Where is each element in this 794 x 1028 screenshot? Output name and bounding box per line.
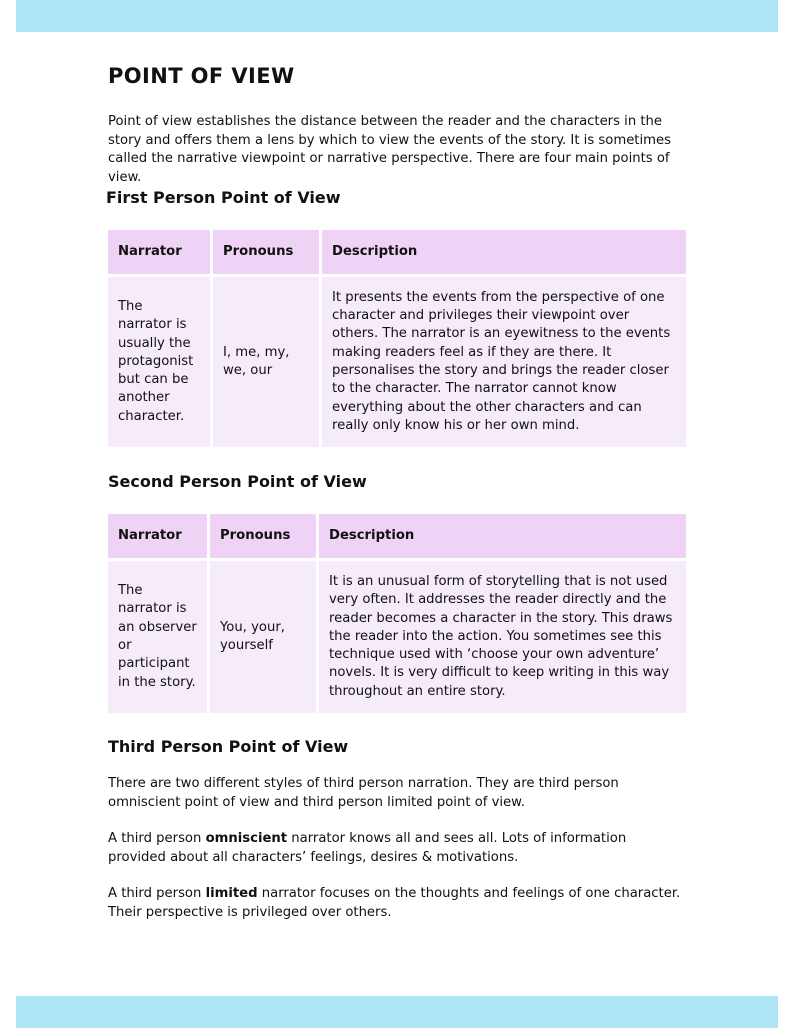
- header-pronouns: Pronouns: [213, 230, 319, 274]
- cell-description: It is an unusual form of storytelling that is not used very often. It addresses the reader directly and the reader becomes a character in the story. This draws the reader into the action. You sometimes see this technique used with ‘choose your own adventure’ novels. It is very difficult to keep writing in this way throughout an entire story.: [319, 561, 686, 713]
- header-narrator: Narrator: [108, 514, 207, 558]
- bottom-banner: [16, 996, 778, 1028]
- table-header-row: [108, 514, 686, 558]
- header-pronouns: Pronouns: [210, 514, 316, 558]
- omniscient-text-after: narrator knows all and sees all. Lots of information provided about all characters’ feelings, desires & motivations.: [108, 831, 627, 865]
- cell-pronouns: You, your, yourself: [210, 561, 316, 713]
- cell-narrator: The narrator is usually the protagonist but can be another character.: [108, 277, 210, 447]
- limited-paragraph: [108, 885, 688, 922]
- page-title: POINT OF VIEW: [108, 64, 295, 88]
- first-person-table: [105, 227, 689, 450]
- table-header-row: [108, 230, 686, 274]
- limited-bold: limited: [205, 886, 258, 901]
- header-description: Description: [322, 230, 686, 274]
- header-narrator: Narrator: [108, 230, 210, 274]
- omniscient-bold: omniscient: [205, 831, 288, 846]
- third-person-heading: Third Person Point of View: [108, 737, 349, 756]
- second-person-heading: Second Person Point of View: [108, 472, 367, 491]
- omniscient-text-before: A third person: [108, 831, 206, 846]
- intro-paragraph: Point of view establishes the distance between the reader and the characters in the story and offers them a lens by which to view the events of the story. It is sometimes called the narrative viewpoint or narrative perspective. There are four main points of view.: [108, 114, 671, 185]
- header-description: Description: [319, 514, 686, 558]
- cell-description: It presents the events from the perspective of one character and privileges their viewpoint over others. The narrator is an eyewitness to the events making readers feel as if they are there. It personalises the story and brings the reader closer to the character. The narrator cannot know everything about the other characters and can really only know his or her own mind.: [322, 277, 686, 447]
- second-person-table: [105, 511, 689, 716]
- limited-text-before: A third person: [108, 886, 206, 901]
- table-row: [108, 277, 686, 447]
- first-person-heading: First Person Point of View: [106, 188, 341, 207]
- cell-pronouns: I, me, my, we, our: [213, 277, 319, 447]
- table-row: [108, 561, 686, 713]
- omniscient-paragraph: [108, 830, 688, 867]
- limited-text-after: narrator focuses on the thoughts and feelings of one character. Their perspective is privileged over others.: [108, 886, 681, 920]
- top-banner: [16, 0, 778, 32]
- third-person-paragraph: There are two different styles of third person narration. They are third person omniscient point of view and third person limited point of view.: [108, 776, 619, 810]
- cell-narrator: The narrator is an observer or participant in the story.: [108, 561, 207, 713]
